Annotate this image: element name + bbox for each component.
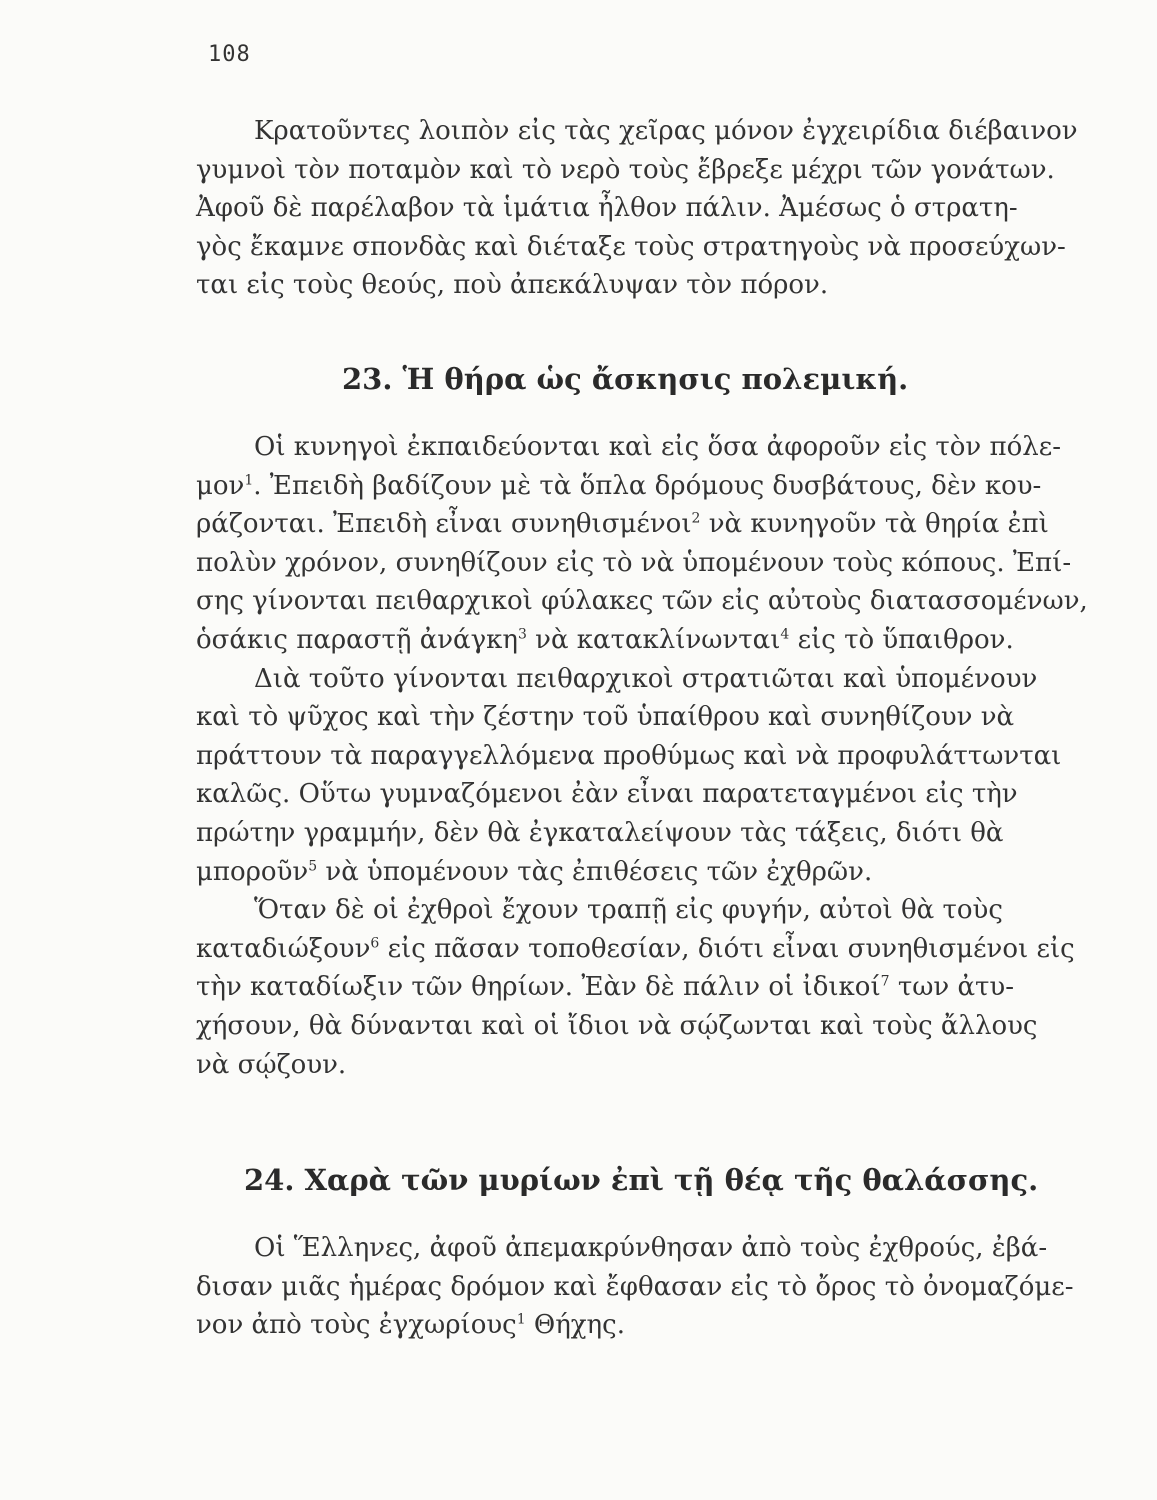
text-line: ται εἰς τοὺς θεούς, ποὺ ἀπεκάλυψαν τὸν πόρον. xyxy=(196,270,829,301)
text-line xyxy=(196,660,1036,699)
text-line: Ἀφοῦ δὲ παρέλαβον τὰ ἱμάτια ἦλθον πάλιν. Ἀμέσως ὁ στρατη- xyxy=(196,193,1018,224)
text-line xyxy=(138,1046,1036,1085)
section-heading-23: 23. Ἡ θήρα ὡς ἄσκησις πολεμική. xyxy=(342,362,909,396)
text-line: Κρατοῦντες λοιπὸν εἰς τὰς χεῖρας μόνον ἐγχειρίδια διέβαινον xyxy=(254,116,1078,146)
text-segment: . Ἐπειδὴ βαδίζουν μὲ τὰ ὅπλα δρόμους δυσβάτους, δὲν κου- xyxy=(253,470,1042,501)
text-line xyxy=(138,930,1075,969)
footnote-marker: 1 xyxy=(516,1311,526,1328)
text-segment: καλῶς. Οὕτω γυμναζόμενοι ἐὰν εἶναι παρατεταγμένοι εἰς τὴν xyxy=(196,779,1018,810)
text-line xyxy=(138,968,1036,1007)
text-line xyxy=(138,1306,1036,1345)
text-line xyxy=(138,853,1036,892)
text-segment: πρώτην γραμμήν, δὲν θὰ ἐγκαταλείψουν τὰς τάξεις, διότι θὰ xyxy=(196,817,1004,848)
text-segment: Ὅταν δὲ οἱ ἐχθροὶ ἔχουν τραπῇ εἰς φυγήν, αὐτοὶ θὰ τοὺς xyxy=(254,895,1003,926)
text-segment: μποροῦν xyxy=(196,856,309,887)
section-24-body xyxy=(196,1229,1074,1345)
text-line: γυμνοὶ τὸν ποταμὸν καὶ τὸ νερὸ τοὺς ἔβρεξε μέχρι τῶν γονάτων. xyxy=(196,154,1055,185)
text-segment: νὰ κυνηγοῦν τὰ θηρία ἐπὶ xyxy=(700,509,1049,540)
section-23-body xyxy=(196,428,1088,1084)
text-segment: εἰς πᾶσαν τοποθεσίαν, διότι εἶναι συνηθισμένοι εἰς xyxy=(379,933,1075,964)
text-segment: τὴν καταδίωξιν τῶν θηρίων. Ἐὰν δὲ πάλιν οἱ ἰδικοί xyxy=(196,972,881,1003)
top-paragraph xyxy=(196,112,1078,305)
footnote-marker: 1 xyxy=(244,471,254,488)
text-segment: νὰ σῴζουν. xyxy=(196,1049,347,1080)
text-segment: μον xyxy=(196,470,245,501)
text-segment: εἰς τὸ ὕπαιθρον. xyxy=(789,624,1014,655)
text-segment: νὰ ὑπομένουν τὰς ἐπιθέσεις τῶν ἐχθρῶν. xyxy=(317,856,873,887)
paragraph xyxy=(196,891,1075,1084)
text-segment: Θήχης. xyxy=(525,1310,625,1341)
text-line xyxy=(138,814,1036,853)
text-segment: Οἱ Ἕλληνες, ἀφοῦ ἀπεμακρύνθησαν ἀπὸ τοὺς ἐχθρούς, ἐβά- xyxy=(254,1233,1048,1263)
text-segment: Διὰ τοῦτο γίνονται πειθαρχικοὶ στρατιῶται καὶ ὑπομένουν xyxy=(254,663,1038,694)
text-segment: νον ἀπὸ τοὺς ἐγχωρίους xyxy=(196,1310,517,1341)
text-line xyxy=(138,621,1036,660)
text-line xyxy=(138,775,1036,814)
footnote-marker: 2 xyxy=(691,510,701,527)
text-segment: καὶ τὸ ψῦχος καὶ τὴν ζέστην τοῦ ὑπαίθρου καὶ συνηθίζουν νὰ xyxy=(196,702,1015,733)
text-segment: ράζονται. Ἐπειδὴ εἶναι συνηθισμένοι xyxy=(196,509,692,540)
text-segment: σης γίνονται πειθαρχικοὶ φύλακες τῶν εἰς αὐτοὺς διατασσομένων, xyxy=(196,586,1088,617)
text-line xyxy=(138,544,1072,583)
text-line xyxy=(196,891,1036,930)
page-number: 108 xyxy=(208,42,251,67)
text-line: γὸς ἔκαμνε σπονδὰς καὶ διέταξε τοὺς στρατηγοὺς νὰ προσεύχων- xyxy=(196,231,1066,262)
text-line xyxy=(138,582,1088,621)
text-segment: πράττουν τὰ παραγγελλόμενα προθύμως καὶ νὰ προφυλάττωνται xyxy=(196,740,1062,771)
text-segment: των ἀτυ- xyxy=(889,972,1015,1003)
text-segment: ὁσάκις παραστῇ ἀνάγκη xyxy=(196,624,518,655)
text-line xyxy=(138,505,1049,544)
paragraph xyxy=(196,660,1062,892)
text-line xyxy=(138,737,1062,776)
paragraph xyxy=(196,112,1078,305)
section-heading-24: 24. Χαρὰ τῶν μυρίων ἐπὶ τῇ θέᾳ τῆς θαλάσσης. xyxy=(244,1163,1039,1197)
footnote-marker: 7 xyxy=(880,973,890,990)
text-segment: χήσουν, θὰ δύνανται καὶ οἱ ἴδιοι νὰ σῴζωνται καὶ τοὺς ἄλλους xyxy=(196,1010,1038,1041)
text-segment: καταδιώξουν xyxy=(196,933,371,964)
text-line xyxy=(138,467,1042,506)
text-segment: νὰ κατακλίνωνται xyxy=(526,624,781,655)
text-segment: πολὺν χρόνον, συνηθίζουν εἰς τὸ νὰ ὑπομένουν τοὺς κόπους. Ἐπί- xyxy=(196,547,1072,578)
footnote-marker: 6 xyxy=(370,935,380,952)
text-segment: δισαν μιᾶς ἡμέρας δρόμον καὶ ἔφθασαν εἰς τὸ ὄρος τὸ ὀνομαζόμε- xyxy=(196,1271,1074,1302)
text-line xyxy=(138,698,1036,737)
paragraph xyxy=(196,1229,1074,1345)
paragraph xyxy=(196,428,1088,660)
text-line xyxy=(196,428,1061,467)
footnote-marker: 4 xyxy=(780,626,790,643)
text-line xyxy=(138,1268,1074,1307)
text-segment: Οἱ κυνηγοὶ ἐκπαιδεύονται καὶ εἰς ὅσα ἀφοροῦν εἰς τὸν πόλε- xyxy=(254,432,1061,462)
footnote-marker: 5 xyxy=(308,857,318,874)
footnote-marker: 3 xyxy=(517,626,527,643)
text-line xyxy=(138,1007,1036,1046)
text-line xyxy=(196,1229,1048,1268)
